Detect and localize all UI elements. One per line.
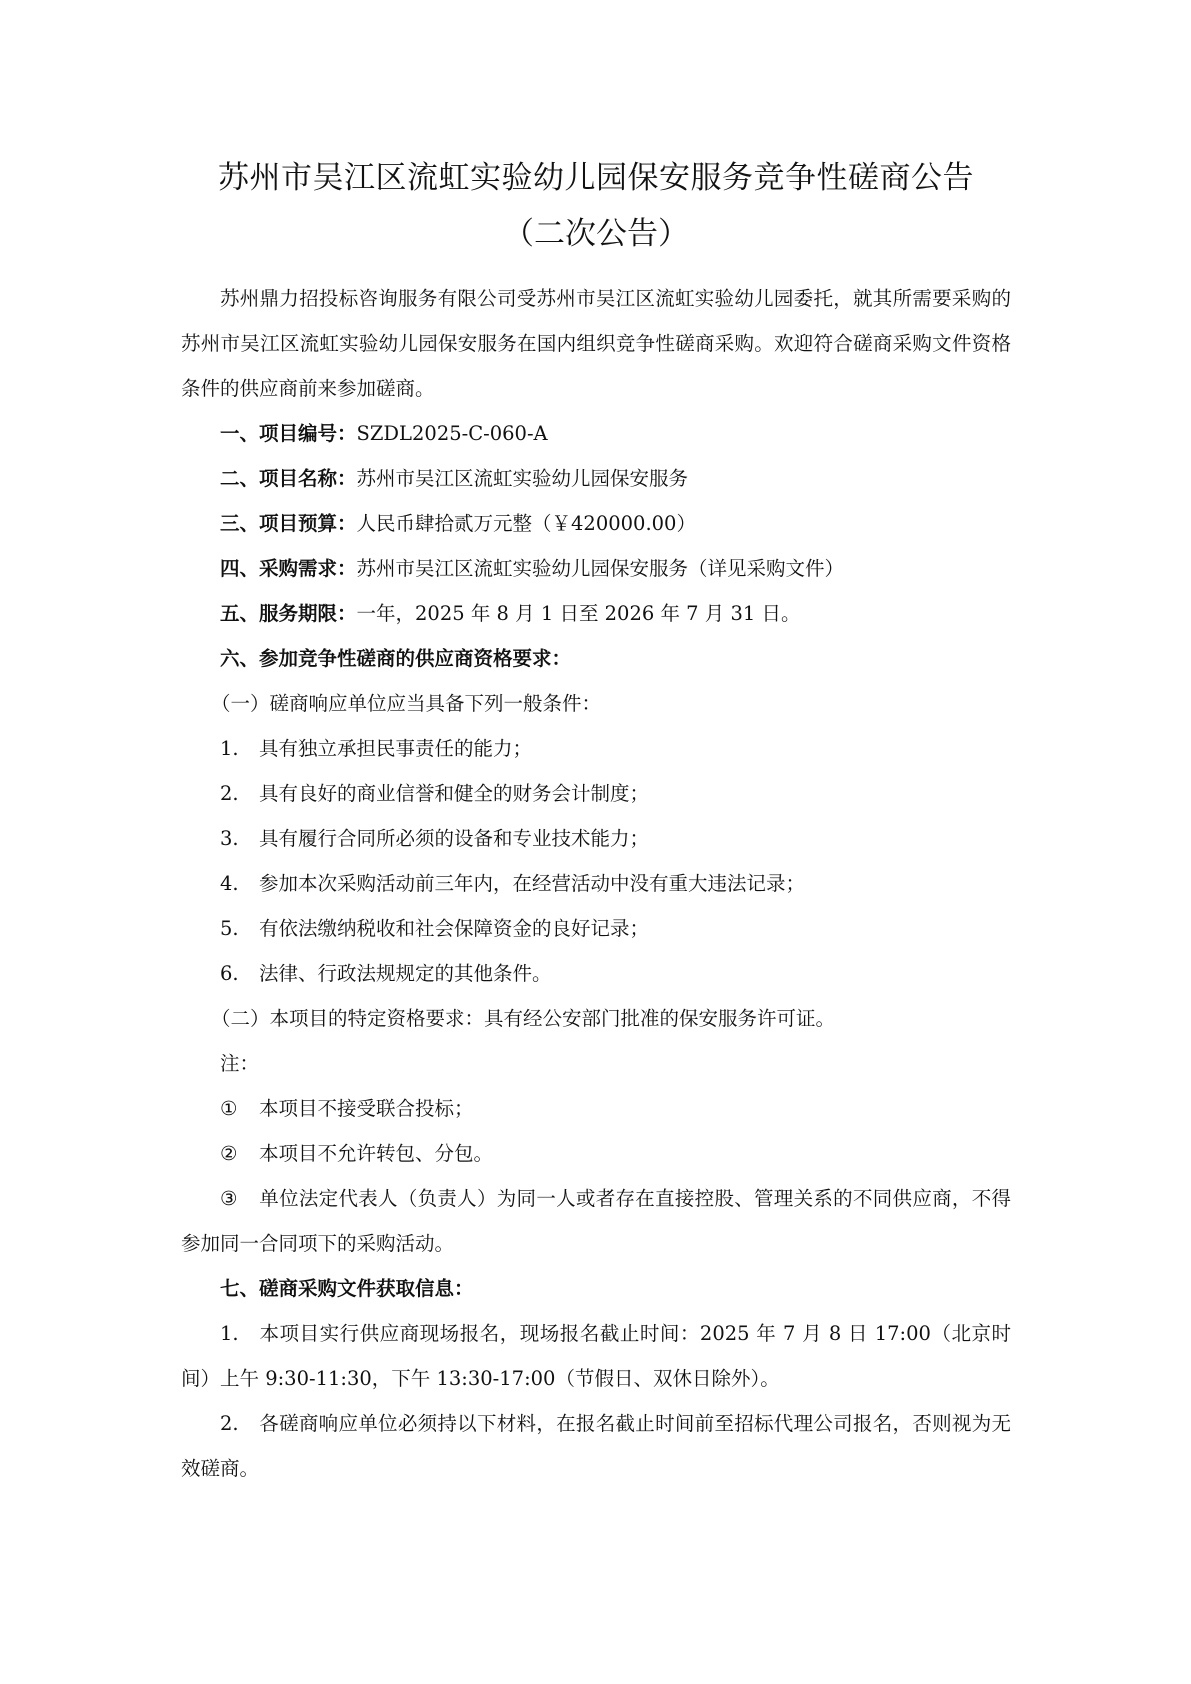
- note-text: 单位法定代表人（负责人）为同一人或者存在直接控股、管理关系的不同供应商，不得参加同一合同项下的采购活动。: [181, 1187, 1011, 1255]
- condition-text: 具有良好的商业信誉和健全的财务会计制度；: [259, 782, 650, 805]
- note-mark: ②: [220, 1142, 238, 1165]
- section-heading: 七、磋商采购文件获取信息：: [220, 1277, 474, 1300]
- acquisition-number: 2.: [220, 1412, 239, 1435]
- section-qualifications: [181, 636, 1011, 681]
- condition-text: 具有独立承担民事责任的能力；: [259, 737, 533, 760]
- intro-paragraph: 苏州鼎力招投标咨询服务有限公司受苏州市吴江区流虹实验幼儿园委托，就其所需要采购的苏州市吴江区流虹实验幼儿园保安服务在国内组织竞争性磋商采购。欢迎符合磋商采购文件资格条件的供应商前来参加磋商。: [181, 287, 1011, 400]
- service-period-value: 一年，2025 年 8 月 1 日至 2026 年 7 月 31 日。: [356, 602, 801, 625]
- note-item: [181, 1176, 1011, 1266]
- condition-number: 6.: [220, 962, 239, 985]
- condition-number: 4.: [220, 872, 239, 895]
- condition-number: 1.: [220, 737, 239, 760]
- acquisition-text: 各磋商响应单位必须持以下材料，在报名截止时间前至招标代理公司报名，否则视为无效磋商。: [181, 1412, 1011, 1480]
- condition-number: 5.: [220, 917, 239, 940]
- project-name-value: 苏州市吴江区流虹实验幼儿园保安服务: [356, 467, 689, 490]
- section-label: 二、项目名称：: [220, 467, 357, 490]
- condition-item: [181, 906, 1011, 951]
- note-text: 本项目不允许转包、分包。: [259, 1142, 494, 1165]
- general-conditions-heading: （一）磋商响应单位应当具备下列一般条件：: [211, 692, 602, 715]
- condition-item: [181, 816, 1011, 861]
- document-title: 苏州市吴江区流虹实验幼儿园保安服务竞争性磋商公告: [218, 160, 974, 196]
- note-mark: ③: [220, 1187, 238, 1210]
- procurement-requirement-value: 苏州市吴江区流虹实验幼儿园保安服务（详见采购文件）: [356, 557, 845, 580]
- section-heading: 六、参加竞争性磋商的供应商资格要求：: [220, 647, 572, 670]
- section-project-number: [181, 411, 1011, 456]
- note-mark: ①: [220, 1097, 238, 1120]
- section-document-acquisition: [181, 1266, 1011, 1311]
- note-item: [181, 1086, 1011, 1131]
- section-label: 三、项目预算：: [220, 512, 357, 535]
- acquisition-text: 本项目实行供应商现场报名，现场报名截止时间：2025 年 7 月 8 日 17:00（北京时间）上午 9:30-11:30，下午 13:30-17:00（节假日、双休日除外）。: [181, 1322, 1011, 1390]
- section-label: 一、项目编号：: [220, 422, 357, 445]
- note-text: 本项目不接受联合投标；: [259, 1097, 474, 1120]
- condition-item: [181, 771, 1011, 816]
- section-label: 五、服务期限：: [220, 602, 357, 625]
- section-project-budget: [181, 501, 1011, 546]
- project-budget-value: 人民币肆拾贰万元整（￥420000.00）: [356, 512, 696, 535]
- section-project-name: [181, 456, 1011, 501]
- condition-text: 法律、行政法规规定的其他条件。: [259, 962, 552, 985]
- note-item: [181, 1131, 1011, 1176]
- acquisition-item: [181, 1401, 1011, 1491]
- specific-qualification: （二）本项目的特定资格要求：具有经公安部门批准的保安服务许可证。: [211, 1007, 836, 1030]
- condition-item: [181, 951, 1011, 996]
- condition-text: 具有履行合同所必须的设备和专业技术能力；: [259, 827, 650, 850]
- section-procurement-requirement: [181, 546, 1011, 591]
- project-number-value: SZDL2025-C-060-A: [356, 422, 548, 445]
- note-label: 注：: [220, 1052, 260, 1075]
- condition-text: 参加本次采购活动前三年内，在经营活动中没有重大违法记录；: [259, 872, 806, 895]
- condition-number: 2.: [220, 782, 239, 805]
- section-label: 四、采购需求：: [220, 557, 357, 580]
- condition-text: 有依法缴纳税收和社会保障资金的良好记录；: [259, 917, 650, 940]
- acquisition-number: 1.: [220, 1322, 239, 1345]
- condition-number: 3.: [220, 827, 239, 850]
- condition-item: [181, 726, 1011, 771]
- section-service-period: [181, 591, 1011, 636]
- document-body: [181, 150, 1011, 1491]
- document-subtitle: （二次公告）: [503, 216, 689, 252]
- acquisition-item: [181, 1311, 1011, 1401]
- condition-item: [181, 861, 1011, 906]
